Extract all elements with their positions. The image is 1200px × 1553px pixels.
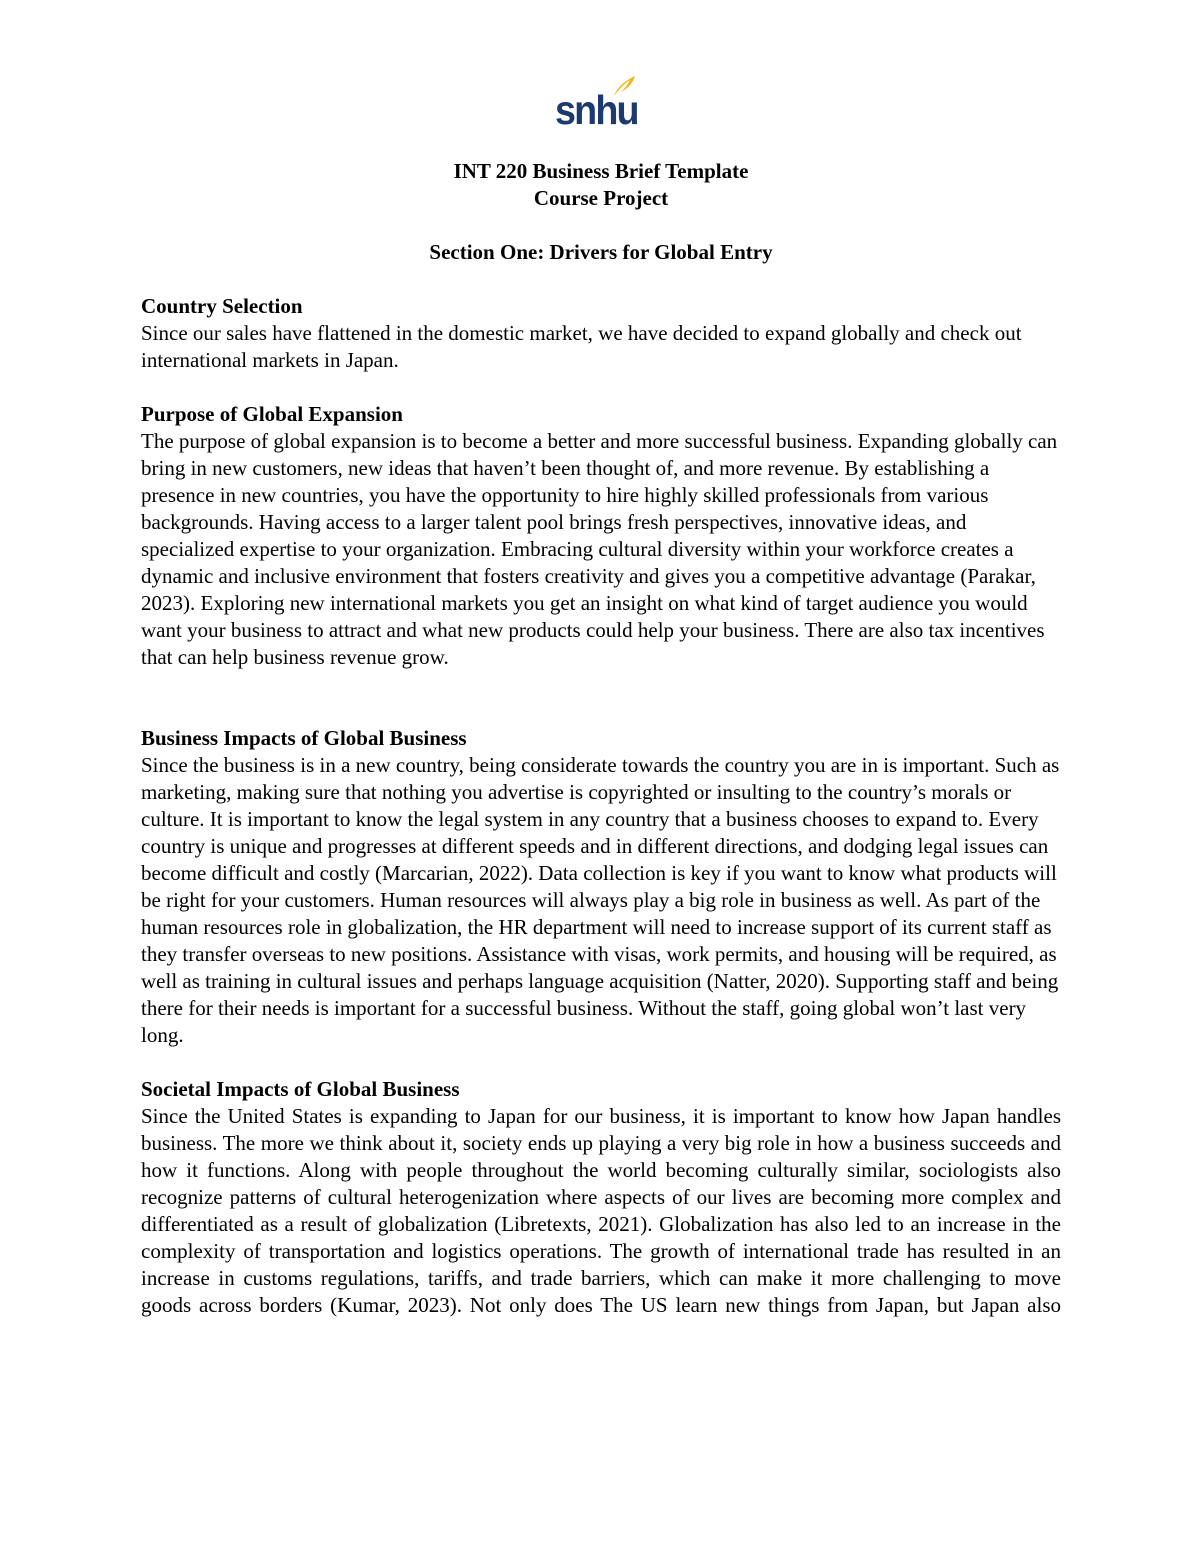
purpose-text: The purpose of global expansion is to become a better and more successful business. Expanding globally can bring in new customers, new ideas that haven’t been thought of, and more revenue. By establishing a presence in new countries, you have the opportunity to hire highly skilled professionals from various backgrounds. Having access to a larger talent pool brings fresh perspectives, innovative ideas, and specialized expertise to your organization. Embracing cultural diversity within your workforce creates a dynamic and inclusive environment that fosters creativity and gives you a competitive advantage (Parakar, 2023). Exploring new international markets you get an insight on what kind of target audience you would want your business to attract and what new products could help your business. There are also tax incentives that can help business revenue grow.	[141, 429, 1058, 669]
business-impacts-text: Since the business is in a new country, being considerate towards the country you are in is important. Such as marketing, making sure that nothing you advertise is copyrighted or insulting to the country’s morals or culture. It is important to know the legal system in any country that a business chooses to expand to. Every country is unique and progresses at different speeds and in different directions, and dodging legal issues can become difficult and costly (Marcarian, 2022). Data collection is key if you want to know what products will be right for your customers. Human resources will always play a big role in business as well. As part of the human resources role in globalization, the HR department will need to increase support of its current staff as they transfer overseas to new positions. Assistance with visas, work permits, and housing will be required, as well as training in cultural issues and perhaps language acquisition (Natter, 2020). Supporting staff and being there for their needs is important for a successful business. Without the staff, going global won’t last very long.	[141, 753, 1060, 1047]
country-selection-section	[141, 293, 1061, 374]
country-selection-text: Since our sales have flattened in the domestic market, we have decided to expand globally and check out international markets in Japan.	[141, 321, 1022, 372]
document-title: INT 220 Business Brief Template	[453, 159, 749, 183]
societal-impacts-section	[141, 1076, 1061, 1319]
document-body	[141, 158, 1061, 1319]
societal-impacts-text: Since the United States is expanding to Japan for our business, it is important to know how Japan handles business. The more we think about it, society ends up playing a very big role in how a business succeeds and how it functions. Along with people throughout the world becoming culturally similar, sociologists also recognize patterns of cultural heterogenization where aspects of our lives are becoming more complex and differentiated as a result of globalization (Libretexts, 2021). Globalization has also led to an increase in the complexity of transportation and logistics operations. The growth of international trade has resulted in an increase in customs regulations, tariffs, and trade barriers, which can make it more challenging to move goods across borders (Kumar, 2023). Not only does The US learn new things from Japan, but Japan also	[141, 1104, 1061, 1317]
purpose-heading: Purpose of Global Expansion	[141, 402, 403, 426]
business-impacts-section	[141, 725, 1061, 1049]
section-heading: Section One: Drivers for Global Entry	[429, 240, 773, 264]
purpose-section	[141, 401, 1061, 671]
snhu-logo	[555, 74, 637, 132]
logo-wordmark: snhu	[555, 87, 638, 133]
business-impacts-heading: Business Impacts of Global Business	[141, 726, 467, 750]
country-selection-heading: Country Selection	[141, 294, 303, 318]
document-subtitle: Course Project	[533, 186, 669, 210]
societal-impacts-heading: Societal Impacts of Global Business	[141, 1077, 460, 1101]
